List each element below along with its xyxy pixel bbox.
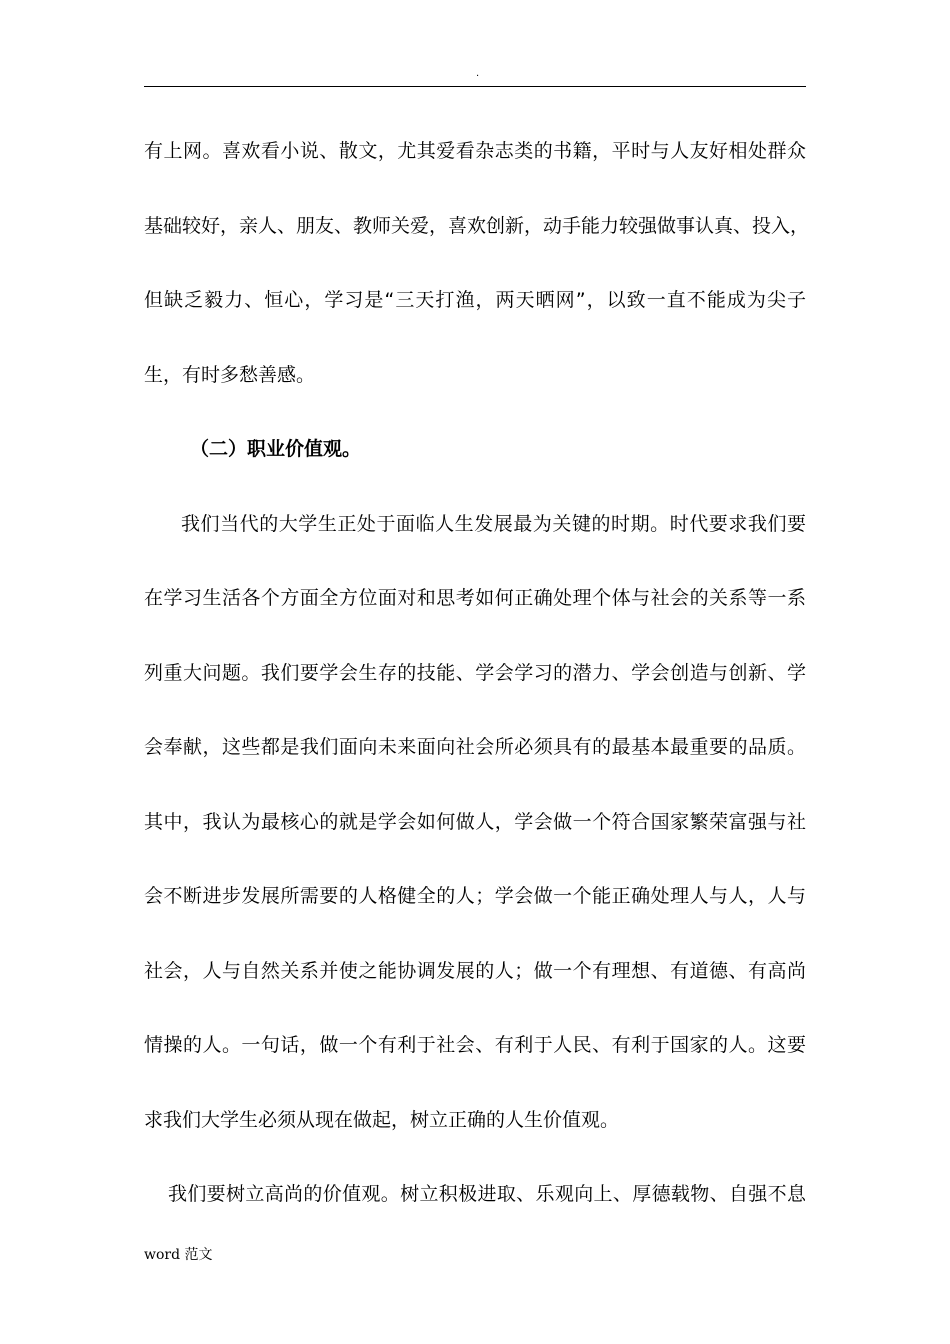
- text-line: 会奉献，这些都是我们面向未来面向社会所必须具有的最基本最重要的品质。: [144, 736, 806, 758]
- text-line: 求我们大学生必须从现在做起，树立正确的人生价值观。: [144, 1108, 620, 1131]
- text-line: 其中，我认为最核心的就是学会如何做人，学会做一个符合国家繁荣富强与社: [144, 810, 806, 833]
- text-line: 有上网。喜欢看小说、散文，尤其爱看杂志类的书籍，平时与人友好相处群众: [144, 140, 806, 162]
- header-rule: [144, 86, 806, 87]
- text-line: 在学习生活各个方面全方位面对和思考如何正确处理个体与社会的关系等一系: [144, 587, 806, 609]
- text-line: 基础较好，亲人、朋友、教师关爱，喜欢创新，动手能力较强做事认真、投入，: [144, 214, 810, 237]
- text-line: 我们当代的大学生正处于面临人生发展最为关键的时期。时代要求我们要: [181, 512, 806, 535]
- section-heading: （二）职业价值观。: [190, 438, 362, 460]
- text-line: 列重大问题。我们要学会生存的技能、学会学习的潜力、学会创造与创新、学: [144, 661, 806, 684]
- text-line: 生，有时多愁善感。: [144, 363, 316, 386]
- body-text: [144, 135, 810, 1253]
- text-line: 社会，人与自然关系并使之能协调发展的人；做一个有理想、有道德、有高尚: [144, 959, 806, 982]
- text-line: 但缺乏毅力、恒心，学习是“三天打渔，两天晒网”，以致一直不能成为尖子: [144, 289, 806, 311]
- text-line: 情操的人。一句话，做一个有利于社会、有利于人民、有利于国家的人。这要: [144, 1034, 806, 1056]
- footer-label: word 范文: [144, 1247, 213, 1263]
- text-line: 我们要树立高尚的价值观。树立积极进取、乐观向上、厚德载物、自强不息: [168, 1183, 806, 1205]
- text-line: 会不断进步发展所需要的人格健全的人；学会做一个能正确处理人与人，人与: [144, 885, 806, 907]
- header-mark: .: [476, 68, 480, 79]
